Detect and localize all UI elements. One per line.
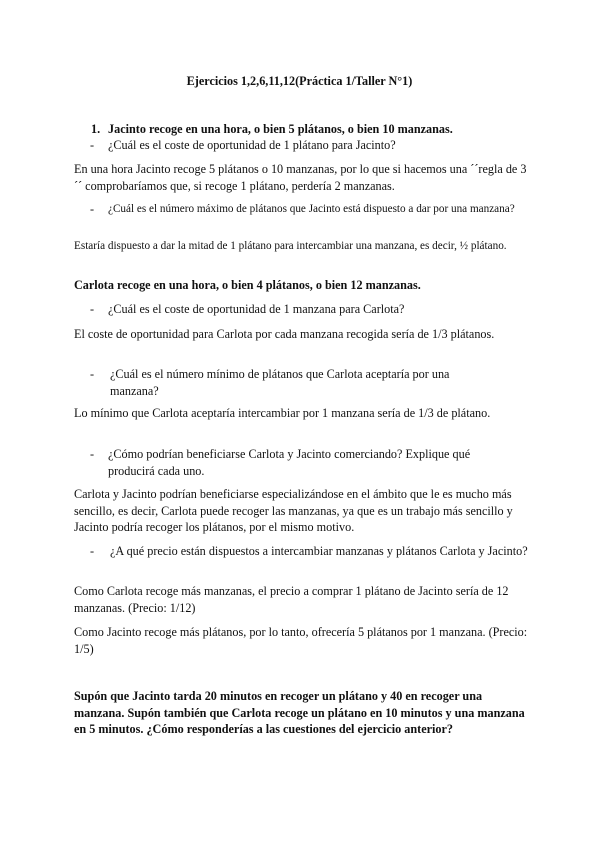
answer-3: El coste de oportunidad para Carlota por cada manzana recogida sería de 1/3 plátanos.	[74, 327, 495, 341]
bullet-dash: -	[90, 302, 95, 316]
answer-4: Lo mínimo que Carlota aceptaría intercambiar por 1 manzana sería de 1/3 de plátano.	[74, 406, 491, 420]
bullet-dash: -	[90, 202, 95, 216]
question-5: ¿Cómo podrían beneficiarse Carlota y Jacinto comerciando? Explique qué producirá cada uno.	[108, 447, 471, 478]
section-heading: Carlota recoge en una hora, o bien 4 plátanos, o bien 12 manzanas.	[74, 278, 421, 292]
final-exercise: Supón que Jacinto tarda 20 minutos en recoger un plátano y 40 en recoger una manzana. Supón también que Carlota recoge un plátano en 10 minutos y una manzana en 5 minutos. ¿Cómo responderías a las cuestiones del ejercicio anterior?	[74, 689, 525, 736]
list-number: 1.	[91, 122, 101, 136]
bullet-dash: -	[90, 447, 95, 461]
bullet-dash: -	[90, 138, 95, 152]
page-title: Ejercicios 1,2,6,11,12(Práctica 1/Taller N°1)	[186, 74, 413, 88]
question-1: ¿Cuál es el coste de oportunidad de 1 plátano para Jacinto?	[108, 138, 396, 152]
question-6: ¿A qué precio están dispuestos a intercambiar manzanas y plátanos Carlota y Jacinto?	[110, 544, 528, 558]
question-4: ¿Cuál es el número mínimo de plátanos que Carlota aceptaría por una manzana?	[110, 367, 450, 398]
answer-7: Como Jacinto recoge más plátanos, por lo tanto, ofrecería 5 plátanos por 1 manzana. (Precio: 1/5)	[74, 625, 528, 656]
question-2: ¿Cuál es el número máximo de plátanos que Jacinto está dispuesto a dar por una manzana?	[108, 203, 515, 215]
exercise-statement: Jacinto recoge en una hora, o bien 5 plátanos, o bien 10 manzanas.	[108, 122, 453, 136]
question-3: ¿Cuál es el coste de oportunidad de 1 manzana para Carlota?	[108, 302, 405, 316]
answer-5: Carlota y Jacinto podrían beneficiarse especializándose en el ámbito que le es mucho más sencillo, es decir, Carlota puede recoger las manzanas, ya que es un trabajo más sencillo y Jacinto podría recoger los plátanos, por el mismo motivo.	[74, 487, 513, 534]
answer-2: Estaría dispuesto a dar la mitad de 1 plátano para intercambiar una manzana, es decir, ½ plátano.	[74, 240, 507, 252]
answer-6: Como Carlota recoge más manzanas, el precio a comprar 1 plátano de Jacinto sería de 12 manzanas. (Precio: 1/12)	[74, 584, 509, 615]
answer-1: En una hora Jacinto recoge 5 plátanos o 10 manzanas, por lo que si hacemos una ´´regla de 3´´ comprobaríamos que, si recoge 1 plátano, perdería 2 manzanas.	[74, 162, 527, 193]
bullet-dash: -	[90, 544, 95, 558]
bullet-dash: -	[90, 367, 95, 381]
